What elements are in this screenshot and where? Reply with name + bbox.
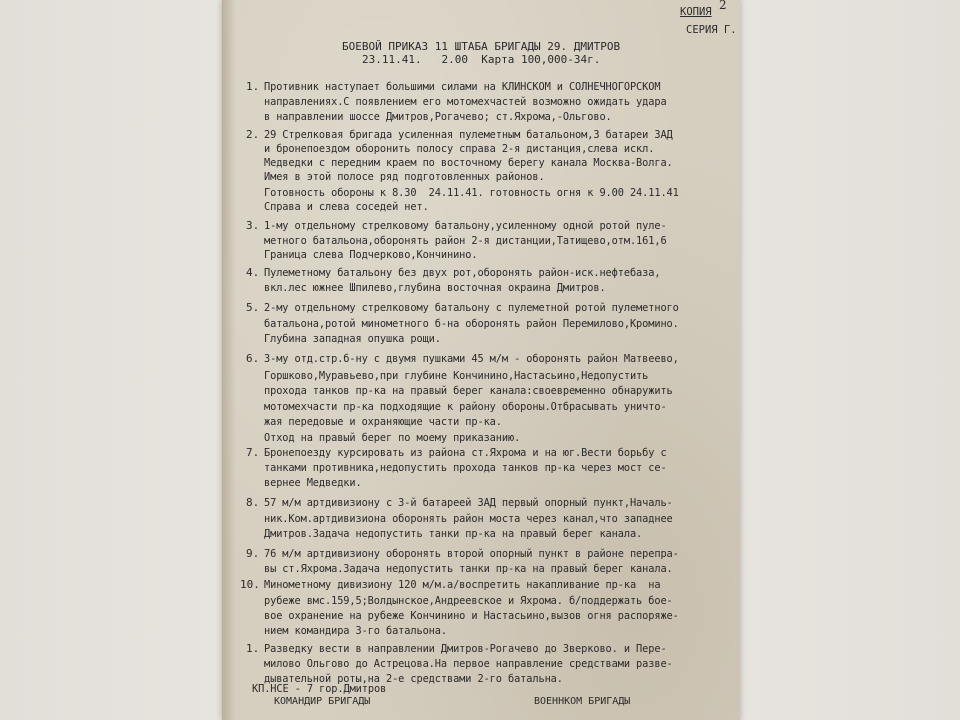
order-text-line: Горшково,Муравьево,при глубине Кончинино,Настасьино,Недопустить — [264, 370, 649, 382]
order-text-line: мотомехчасти пр-ка подходящие к району обороны.Отбрасывать уничто- — [264, 401, 667, 413]
order-text-line: Справа и слева соседей нет. — [264, 201, 429, 213]
order-text-line: батальона,ротой минометного б-на оборонять район Перемилово,Кромино. — [264, 318, 679, 330]
item-number: 2. — [246, 128, 260, 141]
order-title: БОЕВОЙ ПРИКАЗ 11 ШТАБА БРИГАДЫ 29. ДМИТРОВ — [342, 40, 621, 53]
order-text-line: вы ст.Яхрома.Задача недопустить танки пр-ка на правый берег канала. — [264, 563, 673, 575]
order-date-map: 23.11.41. 2.00 Карта 100,000-34г. — [362, 53, 601, 66]
item-number: 1. — [246, 642, 260, 655]
order-text-line: прохода танков пр-ка на правый берег канала:своевременно обнаружить — [264, 385, 673, 397]
order-text-line: Глубина западная опушка рощи. — [264, 333, 441, 345]
copy-stamp: КОПИЯ — [680, 6, 712, 18]
order-text-line: Бронепоезду курсировать из района ст.Яхрома и на юг.Вести борьбу с — [264, 447, 667, 459]
order-text-line: в направлении шоссе Дмитров,Рогачево; ст.Яхрома,-Ольгово. — [264, 111, 612, 123]
item-number: 8. — [246, 496, 260, 509]
item-number: 3. — [246, 219, 260, 232]
series-label: СЕРИЯ Г. — [686, 24, 737, 36]
order-text-line: и бронепоездом оборонить полосу справа 2-я дистанция,слева искл. — [264, 143, 655, 155]
item-number: 7. — [246, 446, 260, 459]
page-number: 2 — [719, 0, 727, 12]
order-text-line: жая передовые и охраняющие части пр-ка. — [264, 416, 502, 428]
order-text-line: метного батальона,оборонять район 2-я дистанции,Татищево,отм.161,6 — [264, 235, 667, 247]
order-text-line: ник.Ком.артдивизиона оборонять район моста через канал,что западнее — [264, 513, 673, 525]
order-text-line: рубеже вмс.159,5;Волдынское,Андреевское и Яхрома. б/поддержать бое- — [264, 595, 673, 607]
order-text-line: милово Ольгово до Астрецова.На первое направление средствами разве- — [264, 658, 673, 670]
order-text-line: нием командира 3-го батальона. — [264, 625, 447, 637]
order-text-line: Медведки с передним краем по восточному берегу канала Москва-Волга. — [264, 157, 673, 169]
item-number: 6. — [246, 352, 260, 365]
order-text-line: 2-му отдельному стрелковому батальону с пулеметной ротой пулеметного — [264, 302, 679, 314]
signature-commissar: ВОЕННКОМ БРИГАДЫ — [534, 696, 631, 707]
order-text-line: Противник наступает большими силами на КЛИНСКОМ и СОЛНЕЧНОГОРСКОМ — [264, 81, 661, 93]
signature-commander: КОМАНДИР БРИГАДЫ — [274, 696, 371, 707]
order-text-line: Имея в этой полосе ряд подготовленных районов. — [264, 171, 545, 183]
order-text-line: танками противника,недопустить прохода танков пр-ка через мост се- — [264, 462, 667, 474]
order-text-line: 76 м/м артдивизиону оборонять второй опорный пункт в районе перепра- — [264, 548, 679, 560]
order-text-line: Пулеметному батальону без двух рот,оборонять район-иск.нефтебаза, — [264, 267, 661, 279]
order-text-line: Отход на правый берег по моему приказанию. — [264, 432, 521, 444]
order-text-line: 29 Стрелковая бригада усиленная пулеметным батальоном,3 батареи ЗАД — [264, 129, 673, 141]
order-text-line: вое охранение на рубеже Кончинино и Настасьино,вызов огня распоряже- — [264, 610, 679, 622]
item-number: 10. — [240, 578, 260, 591]
order-text-line: дывательной роты,на 2-е средствами 2-го батальна. — [264, 673, 563, 685]
order-text-line: 3-му отд.стр.б-ну с двумя пушками 45 м/м - оборонять район Матвеево, — [264, 353, 679, 365]
order-text-line: Разведку вести в направлении Дмитров-Рогачево до Зверково. и Пере- — [264, 643, 667, 655]
order-text-line: вернее Медведки. — [264, 477, 362, 489]
order-text-line: направлениях.С появлением его мотомехчастей возможно ожидать удара — [264, 96, 667, 108]
item-number: 1. — [246, 80, 260, 93]
item-number: 4. — [246, 266, 260, 279]
order-text-line: Граница слева Подчерково,Кончинино. — [264, 249, 478, 261]
order-text-line: 1-му отдельному стрелковому батальону,усиленному одной ротой пуле- — [264, 220, 667, 232]
order-text-line: Минометному дивизиону 120 м/м.а/воспретить накапливание пр-ка на — [264, 579, 661, 591]
document-page — [222, 0, 740, 720]
command-post-line: КП.НСЕ - 7 гор.Дмитров — [252, 683, 387, 695]
item-number: 9. — [246, 547, 260, 560]
item-number: 5. — [246, 301, 260, 314]
order-text-line: Готовность обороны к 8.30 24.11.41. готовность огня к 9.00 24.11.41 — [264, 187, 679, 199]
order-text-line: вкл.лес южнее Шпилево,глубина восточная окраина Дмитров. — [264, 282, 606, 294]
order-text-line: Дмитров.Задача недопустить танки пр-ка на правый берег канала. — [264, 528, 643, 540]
order-text-line: 57 м/м артдивизиону с 3-й батареей ЗАД первый опорный пункт,Началь- — [264, 497, 673, 509]
